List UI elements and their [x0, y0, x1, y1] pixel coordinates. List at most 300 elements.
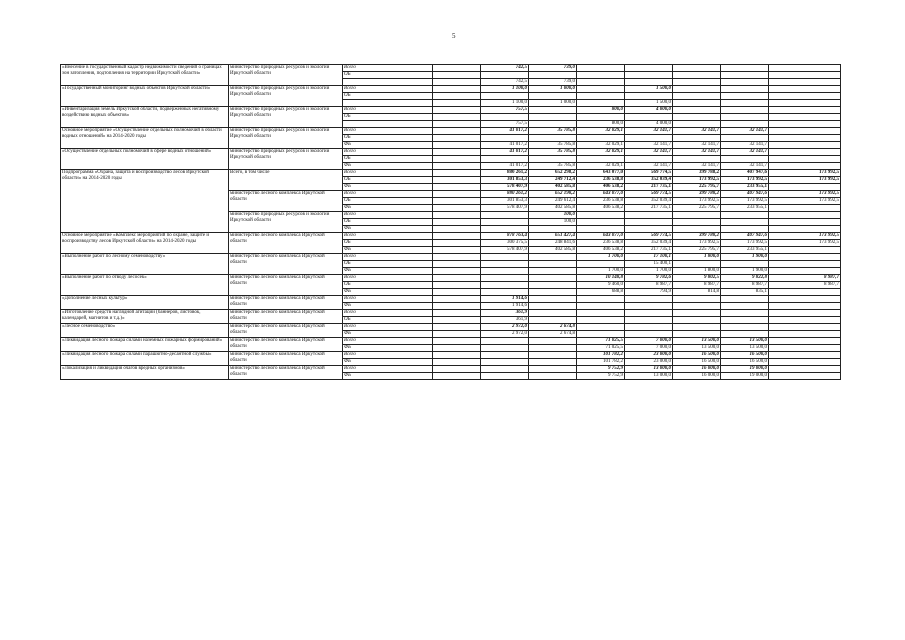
amount-cell: 1 700,0	[625, 268, 673, 275]
amount-cell	[769, 331, 841, 338]
amount-cell: 225 795,7	[673, 247, 721, 254]
amount-cell: 32 029,1	[577, 163, 625, 170]
amount-cell	[769, 72, 841, 79]
amount-cell: 35 785,8	[529, 163, 577, 170]
amount-cell: 9 822,8	[721, 275, 769, 282]
amount-cell	[433, 142, 481, 149]
amount-cell	[481, 359, 529, 366]
amount-cell: 233 955,1	[721, 184, 769, 191]
amount-cell: 13 500,0	[721, 345, 769, 352]
amount-cell	[769, 114, 841, 121]
amount-cell: 569 774,5	[625, 233, 673, 240]
amount-cell	[577, 310, 625, 317]
funding-source-cell: Всего	[343, 170, 433, 177]
amount-cell	[673, 331, 721, 338]
amount-cell: 402 585,8	[529, 247, 577, 254]
amount-cell	[769, 226, 841, 233]
amount-cell: 643 077,0	[577, 170, 625, 177]
amount-cell: 406 538,2	[577, 184, 625, 191]
funding-source-cell: Всего	[343, 310, 433, 317]
amount-cell	[625, 296, 673, 303]
amount-cell	[625, 219, 673, 226]
table-row	[61, 310, 841, 317]
amount-cell	[625, 135, 673, 142]
amount-cell	[433, 233, 481, 240]
funding-source-cell: Всего	[343, 65, 433, 72]
amount-cell: 407 947,6	[721, 191, 769, 198]
amount-cell: 13 500,0	[673, 345, 721, 352]
funding-source-cell: Всего	[343, 352, 433, 359]
amount-cell: 1 000,0	[529, 100, 577, 107]
amount-cell: 173 992,5	[769, 198, 841, 205]
amount-cell	[433, 359, 481, 366]
amount-cell	[673, 296, 721, 303]
amount-cell	[769, 86, 841, 93]
amount-cell	[721, 212, 769, 219]
amount-cell: 361,9	[481, 317, 529, 324]
amount-cell	[673, 156, 721, 163]
amount-cell	[529, 338, 577, 345]
amount-cell	[673, 72, 721, 79]
amount-cell	[769, 212, 841, 219]
amount-cell	[673, 317, 721, 324]
amount-cell	[433, 128, 481, 135]
amount-cell	[529, 261, 577, 268]
amount-cell	[577, 93, 625, 100]
amount-cell: 578 407,9	[481, 184, 529, 191]
amount-cell: 32 141,7	[673, 163, 721, 170]
amount-cell	[721, 79, 769, 86]
amount-cell	[625, 93, 673, 100]
executor-cell: министерство природных ресурсов и экологии Иркутской области	[229, 65, 343, 86]
amount-cell: 4 000,0	[625, 121, 673, 128]
executor-cell: министерство природных ресурсов и экологии Иркутской области	[229, 149, 343, 170]
amount-cell: 173 992,5	[769, 177, 841, 184]
amount-cell	[625, 212, 673, 219]
activity-name-cell: «Ликвидация лесного пожара силами парашютно-десантной службы»	[61, 352, 229, 366]
amount-cell	[673, 135, 721, 142]
amount-cell	[721, 324, 769, 331]
amount-cell: 41 017,2	[481, 163, 529, 170]
amount-cell	[769, 128, 841, 135]
amount-cell: 173 992,5	[721, 240, 769, 247]
amount-cell: 1 700,0	[577, 268, 625, 275]
amount-cell	[769, 366, 841, 373]
amount-cell	[769, 359, 841, 366]
table-row	[61, 170, 841, 177]
activity-name-cell: «Внесение в государственный кадастр недвижимости сведений о границах зон затопления, подтопления на территории Иркутской области»	[61, 65, 229, 86]
amount-cell: 32 141,7	[721, 142, 769, 149]
activity-name-cell: «Выполнение работ по лесному семеноводству»	[61, 254, 229, 275]
executor-cell: министерство лесного комплекса Иркутской области	[229, 352, 343, 366]
amount-cell: 100,0	[529, 219, 577, 226]
funding-source-cell: ОБ	[343, 93, 433, 100]
funding-source-cell: ФБ	[343, 184, 433, 191]
amount-cell	[529, 254, 577, 261]
amount-cell	[625, 226, 673, 233]
amount-cell	[673, 79, 721, 86]
amount-cell	[625, 317, 673, 324]
amount-cell	[529, 156, 577, 163]
executor-cell: министерство природных ресурсов и экологии Иркутской области	[229, 128, 343, 149]
amount-cell: 578 407,9	[481, 205, 529, 212]
amount-cell	[433, 86, 481, 93]
amount-cell	[577, 317, 625, 324]
amount-cell: 800,0	[577, 107, 625, 114]
funding-source-cell: ФБ	[343, 303, 433, 310]
amount-cell	[433, 107, 481, 114]
amount-cell: 352 039,4	[625, 177, 673, 184]
table-row	[61, 149, 841, 156]
amount-cell	[577, 135, 625, 142]
amount-cell	[433, 177, 481, 184]
amount-cell: 2 674,8	[529, 331, 577, 338]
amount-cell	[769, 345, 841, 352]
funding-source-cell: ОБ	[343, 219, 433, 226]
amount-cell: 173 992,5	[673, 198, 721, 205]
amount-cell: 13 500,0	[721, 338, 769, 345]
amount-cell: 173 992,5	[673, 177, 721, 184]
table-row	[61, 324, 841, 331]
amount-cell	[721, 156, 769, 163]
amount-cell	[721, 317, 769, 324]
amount-cell: 19 000,0	[721, 373, 769, 380]
amount-cell: 1 800,0	[673, 254, 721, 261]
amount-cell: 101 782,2	[577, 359, 625, 366]
amount-cell	[433, 184, 481, 191]
amount-cell: 1 914,6	[481, 296, 529, 303]
amount-cell	[481, 114, 529, 121]
amount-cell	[625, 72, 673, 79]
executor-cell: министерство природных ресурсов и экологии Иркутской области	[229, 86, 343, 107]
amount-cell: 32 029,1	[577, 128, 625, 135]
amount-cell	[433, 345, 481, 352]
amount-cell: 1 500,0	[625, 100, 673, 107]
amount-cell	[433, 135, 481, 142]
funding-source-cell: ФБ	[343, 247, 433, 254]
amount-cell	[625, 331, 673, 338]
funding-source-cell: Всего	[343, 275, 433, 282]
amount-cell	[769, 121, 841, 128]
amount-cell	[673, 261, 721, 268]
amount-cell	[529, 268, 577, 275]
amount-cell	[481, 289, 529, 296]
amount-cell: 9 460,0	[577, 282, 625, 289]
amount-cell	[721, 114, 769, 121]
amount-cell	[673, 310, 721, 317]
amount-cell	[481, 275, 529, 282]
funding-source-cell: ОБ	[343, 282, 433, 289]
amount-cell: 300 375,5	[481, 240, 529, 247]
amount-cell: 248 841,6	[529, 240, 577, 247]
funding-source-cell: Всего	[343, 233, 433, 240]
executor-cell: министерство лесного комплекса Иркутской области	[229, 275, 343, 296]
amount-cell	[769, 303, 841, 310]
amount-cell: 301 853,3	[481, 177, 529, 184]
amount-cell	[529, 93, 577, 100]
funding-source-cell: Всего	[343, 149, 433, 156]
amount-cell	[577, 114, 625, 121]
funding-source-cell: Всего	[343, 366, 433, 373]
amount-cell	[433, 240, 481, 247]
amount-cell: 757,5	[481, 121, 529, 128]
amount-cell	[577, 65, 625, 72]
amount-cell: 9 752,9	[577, 373, 625, 380]
activity-name-cell: Подпрограмма «Охрана, защита и воспроизводство лесов Иркутской области» на 2014-2020 годы	[61, 170, 229, 233]
amount-cell	[481, 268, 529, 275]
amount-cell	[721, 331, 769, 338]
amount-cell	[433, 219, 481, 226]
amount-cell: 10 148,8	[577, 275, 625, 282]
amount-cell: 1 900,0	[721, 268, 769, 275]
funding-source-cell: Всего	[343, 86, 433, 93]
amount-cell	[577, 331, 625, 338]
funding-source-cell: Всего	[343, 191, 433, 198]
amount-cell	[481, 254, 529, 261]
amount-cell	[721, 219, 769, 226]
amount-cell	[769, 100, 841, 107]
funding-source-cell: ОБ	[343, 261, 433, 268]
executor-cell: министерство лесного комплекса Иркутской области	[229, 296, 343, 310]
amount-cell	[529, 72, 577, 79]
funding-source-cell: ФБ	[343, 205, 433, 212]
amount-cell: 9 782,6	[625, 275, 673, 282]
amount-cell	[433, 282, 481, 289]
amount-cell	[721, 86, 769, 93]
amount-cell	[673, 121, 721, 128]
funding-source-cell: ФБ	[343, 289, 433, 296]
amount-cell	[433, 289, 481, 296]
amount-cell	[529, 345, 577, 352]
amount-cell: 13 500,0	[673, 338, 721, 345]
amount-cell: 9 752,9	[577, 366, 625, 373]
amount-cell	[721, 100, 769, 107]
amount-cell: 1 500,0	[625, 86, 673, 93]
executor-cell: министерство лесного комплекса Иркутской области	[229, 366, 343, 380]
amount-cell	[673, 107, 721, 114]
funding-source-cell	[343, 79, 433, 86]
amount-cell: 217 735,1	[625, 247, 673, 254]
amount-cell: 32 141,7	[673, 128, 721, 135]
amount-cell: 739,0	[529, 65, 577, 72]
amount-cell	[433, 303, 481, 310]
funding-source-cell	[343, 100, 433, 107]
amount-cell: 217 735,1	[625, 184, 673, 191]
amount-cell	[721, 135, 769, 142]
amount-cell: 16 500,0	[673, 352, 721, 359]
amount-cell	[529, 121, 577, 128]
amount-cell	[769, 254, 841, 261]
amount-cell	[433, 72, 481, 79]
amount-cell: 19 000,0	[721, 366, 769, 373]
amount-cell	[769, 261, 841, 268]
amount-cell	[721, 121, 769, 128]
funding-source-cell: ОБ	[343, 135, 433, 142]
amount-cell: 402 585,8	[529, 205, 577, 212]
amount-cell	[481, 261, 529, 268]
amount-cell: 835,1	[721, 289, 769, 296]
amount-cell	[577, 226, 625, 233]
amount-cell	[433, 352, 481, 359]
amount-cell	[529, 366, 577, 373]
amount-cell: 233 955,1	[721, 205, 769, 212]
amount-cell	[625, 303, 673, 310]
amount-cell: 8 987,7	[625, 282, 673, 289]
amount-cell	[625, 156, 673, 163]
amount-cell: 352 039,4	[625, 240, 673, 247]
amount-cell: 399 788,2	[673, 170, 721, 177]
amount-cell: 32 141,7	[625, 142, 673, 149]
amount-cell	[433, 268, 481, 275]
activity-name-cell: «Локализация и ликвидация очагов вредных организмов»	[61, 366, 229, 380]
amount-cell	[481, 366, 529, 373]
amount-cell	[433, 338, 481, 345]
amount-cell	[721, 93, 769, 100]
executor-cell: министерство лесного комплекса Иркутской области	[229, 191, 343, 212]
amount-cell: 225 795,7	[673, 205, 721, 212]
amount-cell	[577, 324, 625, 331]
amount-cell	[769, 296, 841, 303]
amount-cell: 643 077,0	[577, 233, 625, 240]
amount-cell: 406 538,2	[577, 205, 625, 212]
amount-cell	[529, 373, 577, 380]
amount-cell: 407 947,6	[721, 233, 769, 240]
amount-cell	[769, 317, 841, 324]
amount-cell	[769, 149, 841, 156]
amount-cell: 32 029,1	[577, 142, 625, 149]
amount-cell	[577, 296, 625, 303]
amount-cell	[577, 79, 625, 86]
amount-cell: 800,0	[577, 121, 625, 128]
table-row	[61, 128, 841, 135]
amount-cell: 9 802,5	[673, 275, 721, 282]
amount-cell: 757,5	[481, 107, 529, 114]
amount-cell	[577, 212, 625, 219]
amount-cell	[721, 72, 769, 79]
amount-cell	[673, 114, 721, 121]
amount-cell	[577, 86, 625, 93]
executor-cell: Всего, в том числе	[229, 170, 343, 191]
amount-cell	[529, 352, 577, 359]
amount-cell: 173 992,5	[769, 191, 841, 198]
amount-cell	[433, 205, 481, 212]
activity-name-cell: «Дополнение лесных культур»	[61, 296, 229, 310]
amount-cell	[769, 268, 841, 275]
table-row	[61, 254, 841, 261]
executor-cell: министерство лесного комплекса Иркутской области	[229, 324, 343, 338]
amount-cell	[625, 79, 673, 86]
amount-cell: 301 853,3	[481, 198, 529, 205]
amount-cell	[481, 282, 529, 289]
amount-cell	[433, 163, 481, 170]
table-row	[61, 338, 841, 345]
amount-cell	[625, 114, 673, 121]
amount-cell: 1 700,0	[577, 254, 625, 261]
amount-cell	[529, 303, 577, 310]
table-row	[61, 107, 841, 114]
amount-cell	[673, 324, 721, 331]
amount-cell	[529, 310, 577, 317]
amount-cell: 101 782,2	[577, 352, 625, 359]
funding-source-cell: Всего	[343, 254, 433, 261]
amount-cell	[481, 226, 529, 233]
amount-cell: 399 788,2	[673, 233, 721, 240]
amount-cell	[577, 72, 625, 79]
amount-cell	[673, 303, 721, 310]
funding-source-cell: Всего	[343, 338, 433, 345]
funding-source-cell	[343, 121, 433, 128]
amount-cell	[529, 135, 577, 142]
amount-cell	[481, 219, 529, 226]
amount-cell: 217 735,1	[625, 205, 673, 212]
amount-cell	[769, 156, 841, 163]
amount-cell	[433, 198, 481, 205]
amount-cell: 23 000,0	[625, 352, 673, 359]
amount-cell: 2 674,8	[529, 324, 577, 331]
amount-cell: 173 992,5	[769, 240, 841, 247]
amount-cell: 2 972,0	[481, 324, 529, 331]
amount-cell	[433, 275, 481, 282]
amount-cell	[577, 303, 625, 310]
amount-cell: 32 141,7	[625, 149, 673, 156]
amount-cell: 742,5	[481, 79, 529, 86]
amount-cell	[433, 170, 481, 177]
amount-cell	[673, 226, 721, 233]
amount-cell	[433, 261, 481, 268]
amount-cell: 7 000,0	[625, 345, 673, 352]
funding-source-cell: ОБ	[343, 317, 433, 324]
activity-name-cell: «Изготовление средств наглядной агитации (баннеров, листовок, календарей, магнитов и т.д.)»	[61, 310, 229, 324]
amount-cell	[577, 261, 625, 268]
amount-cell	[433, 247, 481, 254]
amount-cell	[481, 93, 529, 100]
amount-cell: 652 198,2	[529, 191, 577, 198]
amount-cell	[769, 247, 841, 254]
amount-cell	[673, 219, 721, 226]
amount-cell: 8 987,7	[769, 282, 841, 289]
amount-cell	[481, 338, 529, 345]
amount-cell	[529, 114, 577, 121]
amount-cell	[481, 345, 529, 352]
executor-cell: министерство лесного комплекса Иркутской области	[229, 233, 343, 254]
amount-cell: 1 800,0	[673, 268, 721, 275]
amount-cell	[769, 93, 841, 100]
amount-cell	[433, 296, 481, 303]
amount-cell: 578 407,9	[481, 247, 529, 254]
amount-cell: 1 900,0	[721, 254, 769, 261]
amount-cell	[769, 289, 841, 296]
amount-cell: 569 774,5	[625, 170, 673, 177]
amount-cell	[673, 212, 721, 219]
funding-source-cell: Всего	[343, 324, 433, 331]
funding-source-cell: ФБ	[343, 268, 433, 275]
amount-cell	[481, 212, 529, 219]
amount-cell: 32 141,7	[625, 163, 673, 170]
amount-cell: 361,9	[481, 310, 529, 317]
amount-cell	[433, 373, 481, 380]
amount-cell	[433, 254, 481, 261]
amount-cell	[433, 93, 481, 100]
amount-cell	[769, 135, 841, 142]
amount-cell	[433, 156, 481, 163]
amount-cell	[577, 219, 625, 226]
amount-cell: 688,8	[577, 289, 625, 296]
amount-cell	[769, 310, 841, 317]
amount-cell: 1 100,0	[481, 86, 529, 93]
amount-cell: 16 000,0	[673, 366, 721, 373]
amount-cell	[481, 373, 529, 380]
amount-cell: 32 141,7	[721, 163, 769, 170]
